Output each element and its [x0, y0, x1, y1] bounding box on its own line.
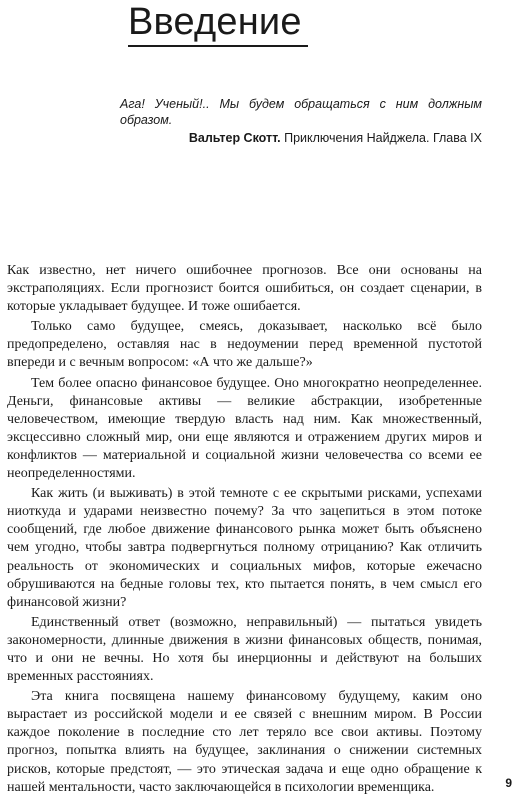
- paragraph: Единственный ответ (возможно, неправильный) — пытаться увидеть закономерности, длинные движения в жизни финансовых обществ, понимая, что и они не вечны. Но хотя бы инерционны и действуют на больших временных расстояниях.: [7, 614, 482, 685]
- chapter-title: [128, 2, 302, 44]
- epigraph-source: Приключения Найджела. Глава IX: [280, 131, 482, 145]
- epigraph-attribution: [120, 130, 482, 146]
- epigraph-quote: Ага! Ученый!.. Мы будем обращаться с ним должным образом.: [120, 97, 482, 127]
- paragraph: Как жить (и выживать) в этой темноте с ее скрытыми рисками, успехами ниоткуда и ударами неизвестно почему? За что зацепиться в этом потоке сообщений, где любое движение финансового рынка может быть объяснено чем угодно, чтобы завтра подвергнуться полному отрицанию? Как отличить реальность от экономических и социальных мифов, которые ежечасно обрушиваются на бедные головы тех, кто пытается понять, в чем смысл его финансовой жизни?: [7, 486, 482, 610]
- page-number: 9: [505, 776, 512, 790]
- paragraph: Как известно, нет ничего ошибочнее прогнозов. Все они основаны на экстраполяциях. Если прогнозист боится ошибиться, он создает сценарии, в которые укладывает будущее. И тоже ошибается.: [7, 263, 482, 315]
- paragraph: Только само будущее, смеясь, доказывает, насколько всё было предопределено, оставляя нас в недоумении перед временной пустотой впереди и с вечным вопросом: «А что же дальше?»: [7, 319, 482, 371]
- paragraph: Эта книга посвящена нашему финансовому будущему, каким оно вырастает из российской модели и ее связей с внешним миром. В России каждое поколение в последние сто лет теряло все свои активы. Поэтому прогноз, попытка влиять на будущее, заклинания о снижении системных рисков, которые предстоят, — это этическая задача и еще одно обращение к нашей ментальности, часто заключающейся в психологии временщика.: [7, 689, 482, 795]
- chapter-title-text: Введение: [128, 1, 302, 43]
- epigraph: [120, 96, 482, 146]
- main-text: [7, 262, 482, 799]
- paragraph: Тем более опасно финансовое будущее. Оно многократно неопределеннее. Деньги, финансовые активы — великие абстракции, изобретенные человечеством, имеющие твердую власть над ним. Как множественный, эксцессивно сложный мир, они еще являются и отражением других миров и конфликтов — материальной и социальной жизни человечества со всеми ее неопределенностями.: [7, 375, 482, 482]
- epigraph-author: Вальтер Скотт.: [188, 131, 281, 145]
- title-underline: [128, 45, 308, 47]
